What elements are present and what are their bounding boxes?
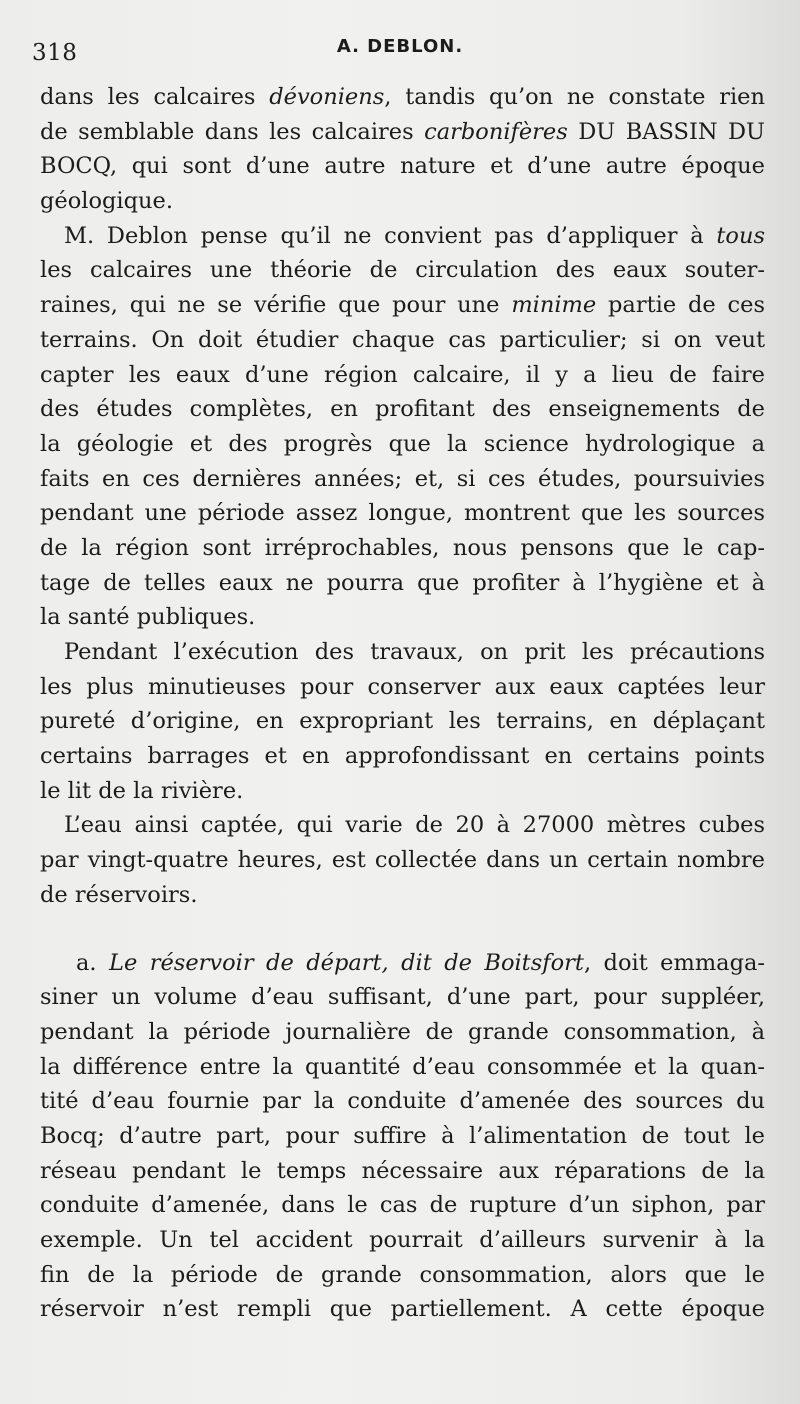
text-segment: pureté d’origine, en expropriant les terrains, en déplaçant: [40, 708, 765, 735]
text-line: [40, 323, 765, 358]
text-line: [40, 704, 765, 739]
text-segment: siner un volume d’eau suffisant, d’une part, pour suppléer,: [40, 984, 765, 1011]
text-line: [40, 115, 765, 150]
text-segment: de semblable dans les calcaires: [40, 118, 425, 145]
text-segment: les plus minutieuses pour conserver aux eaux captées leur: [40, 673, 765, 700]
text-line: [40, 288, 765, 323]
italic-text: minime: [511, 292, 597, 319]
text-segment: fin de la période de grande consommation, alors que le: [40, 1261, 765, 1288]
text-line: [40, 149, 765, 184]
text-line: [40, 808, 765, 843]
page-header: [0, 30, 800, 70]
text-line: [40, 1015, 765, 1050]
text-segment: a.: [76, 949, 110, 976]
text-segment: capter les eaux d’une région calcaire, il y a lieu de faire: [40, 361, 765, 388]
paragraph: [40, 219, 765, 635]
text-line: [40, 566, 765, 601]
italic-text: tous: [716, 222, 765, 249]
text-line: [40, 946, 765, 981]
text-segment: la santé publiques.: [40, 604, 256, 631]
text-segment: terrains. On doit étudier chaque cas particulier; si on veut: [40, 326, 765, 353]
text-segment: , tandis qu’on ne constate rien: [384, 84, 765, 110]
text-line: [40, 1188, 765, 1223]
text-segment: la différence entre la quantité d’eau consommée et la quan-: [40, 1053, 765, 1080]
text-line: [40, 774, 765, 809]
paragraph-gap: [40, 913, 765, 946]
text-line: [40, 600, 765, 635]
text-segment: tité d’eau fournie par la conduite d’amenée des sources du: [40, 1088, 765, 1115]
text-line: [40, 878, 765, 913]
paragraph: [40, 635, 765, 808]
body-text: [40, 80, 765, 1327]
text-segment: de la région sont irréprochables, nous pensons que le cap-: [40, 534, 765, 561]
paragraph: [40, 808, 765, 912]
text-line: [40, 635, 765, 670]
paragraph: [40, 80, 765, 219]
text-segment: BOCQ, qui sont d’une autre nature et d’une autre époque: [40, 153, 765, 180]
text-segment: exemple. Un tel accident pourrait d’ailleurs survenir à la: [40, 1227, 765, 1253]
text-segment: certains barrages et en approfondissant en certains points: [40, 743, 765, 770]
text-segment: pendant la période journalière de grande consommation, à: [40, 1018, 765, 1045]
text-line: [40, 1258, 765, 1293]
text-segment: les calcaires une théorie de circulation des eaux souter-: [40, 257, 765, 284]
text-line: [40, 980, 765, 1015]
text-line: [40, 219, 765, 254]
text-segment: faits en ces dernières années; et, si ces études, poursuivies: [40, 465, 765, 492]
text-line: [40, 1084, 765, 1119]
text-segment: Bocq; d’autre part, pour suffire à l’alimentation de tout le: [40, 1122, 765, 1149]
paragraph: [40, 946, 765, 1328]
text-line: [40, 496, 765, 531]
text-segment: la géologie et des progrès que la science hydrologique a: [40, 430, 765, 457]
text-segment: raines, qui ne se vérifie que pour une: [40, 292, 512, 319]
italic-text: carbonifères: [424, 118, 568, 145]
text-segment: géologique.: [40, 188, 173, 215]
text-segment: tage de telles eaux ne pourra que profiter à l’hygiène et à: [40, 569, 765, 596]
text-line: [40, 253, 765, 288]
text-segment: Pendant l’exécution des travaux, on prit les précautions: [64, 639, 765, 665]
text-segment: dans les calcaires: [40, 84, 270, 110]
text-line: [40, 358, 765, 393]
text-line: [40, 462, 765, 497]
page-number: 318: [32, 40, 78, 66]
text-segment: DU BASSIN DU: [567, 118, 765, 145]
text-segment: M. Deblon pense qu’il ne convient pas d’appliquer à: [64, 222, 717, 249]
text-segment: conduite d’amenée, dans le cas de rupture d’un siphon, par: [40, 1192, 765, 1219]
text-line: [40, 739, 765, 774]
text-segment: le lit de la rivière.: [40, 777, 244, 804]
text-segment: partie de ces: [596, 292, 765, 319]
text-line: [40, 427, 765, 462]
italic-text: dévoniens: [269, 84, 385, 110]
text-line: [40, 184, 765, 219]
text-segment: réservoir n’est rempli que partiellement. A cette époque: [40, 1296, 765, 1323]
text-line: [40, 1119, 765, 1154]
text-line: [40, 1154, 765, 1189]
text-segment: pendant une période assez longue, montrent que les sources: [40, 500, 765, 527]
text-segment: des études complètes, en profitant des enseignements de: [40, 396, 765, 423]
text-line: [40, 392, 765, 427]
italic-text: Le réservoir de départ, dit de Boitsfort: [109, 949, 584, 976]
text-line: [40, 843, 765, 878]
running-head: A. DEBLON.: [336, 36, 464, 57]
text-segment: par vingt-quatre heures, est collectée dans un certain nombre: [40, 847, 765, 874]
text-segment: de réservoirs.: [40, 881, 198, 908]
text-line: [40, 80, 765, 115]
text-segment: L’eau ainsi captée, qui varie de 20 à 27000 mètres cubes: [64, 812, 765, 839]
text-line: [40, 1050, 765, 1085]
text-line: [40, 1223, 765, 1258]
text-line: [40, 670, 765, 705]
text-line: [40, 531, 765, 566]
text-line: [40, 1292, 765, 1327]
text-segment: , doit emmaga-: [583, 949, 766, 976]
text-segment: réseau pendant le temps nécessaire aux réparations de la: [40, 1157, 765, 1184]
